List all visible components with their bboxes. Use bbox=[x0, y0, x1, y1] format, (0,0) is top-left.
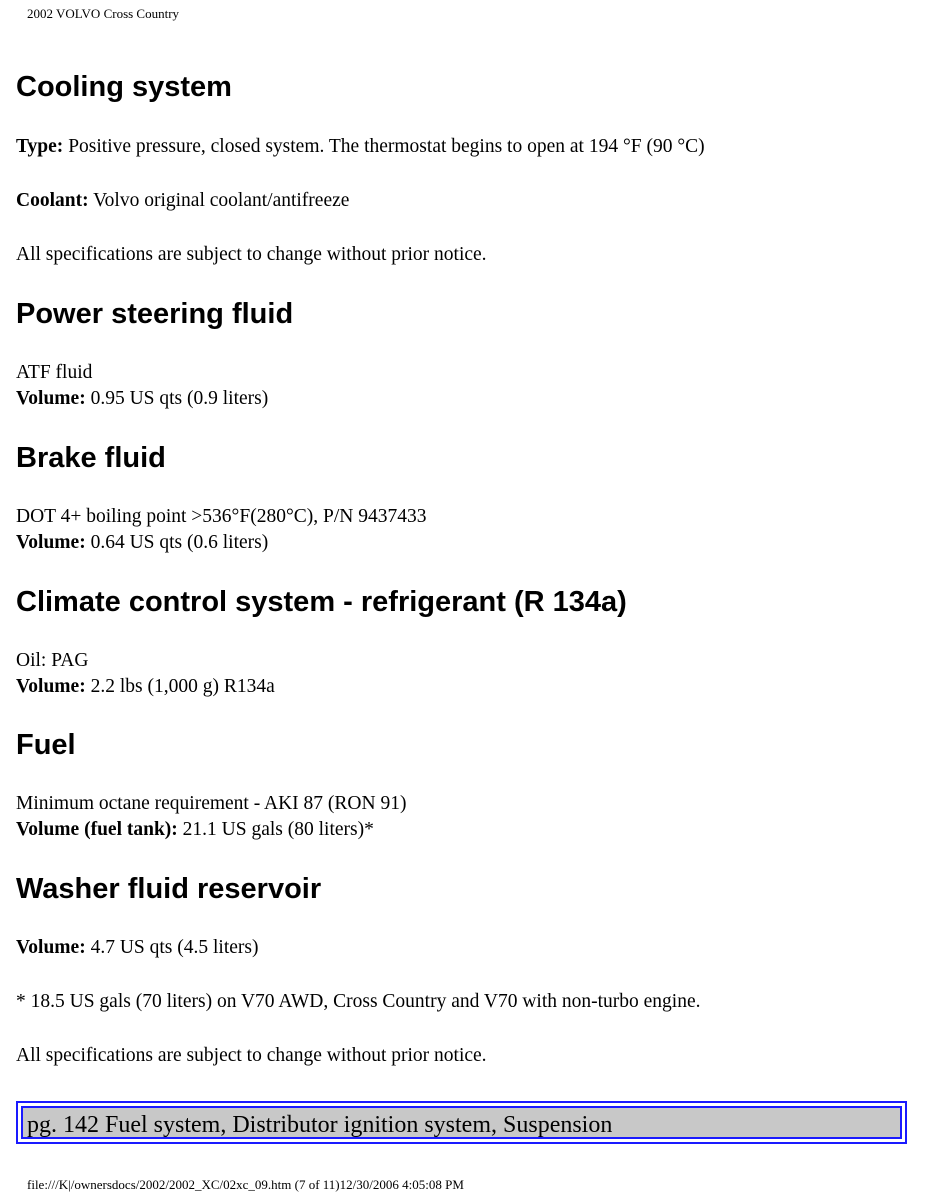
volume-label: Volume: bbox=[16, 676, 86, 697]
volume-label: Volume (fuel tank): bbox=[16, 819, 178, 840]
climate-oil-type: Oil: PAG bbox=[16, 650, 89, 671]
heading-fuel: Fuel bbox=[16, 729, 76, 761]
heading-washer-fluid-reservoir: Washer fluid reservoir bbox=[16, 873, 322, 905]
volume-text: 4.7 US qts (4.5 liters) bbox=[85, 937, 259, 958]
document-header-title: 2002 VOLVO Cross Country bbox=[27, 6, 180, 21]
volume-label: Volume: bbox=[16, 388, 86, 409]
page-navigation-link[interactable]: pg. 142 Fuel system, Distributor ignition system, Suspension bbox=[27, 1112, 613, 1138]
coolant-label: Coolant: bbox=[16, 190, 89, 211]
footer-file-path: file:///K|/ownersdocs/2002/2002_XC/02xc_09.htm (7 of 11)12/30/2006 4:05:08 PM bbox=[27, 1177, 464, 1192]
cooling-type-line bbox=[16, 134, 705, 160]
fuel-tank-footnote: * 18.5 US gals (70 liters) on V70 AWD, Cross Country and V70 with non-turbo engine. bbox=[16, 991, 701, 1012]
navigation-box-inner bbox=[21, 1106, 902, 1139]
fuel-volume-line bbox=[16, 817, 374, 843]
fuel-octane-requirement: Minimum octane requirement - AKI 87 (RON 91) bbox=[16, 793, 407, 814]
volume-text: 21.1 US gals (80 liters)* bbox=[177, 819, 374, 840]
cooling-notice: All specifications are subject to change without prior notice. bbox=[16, 244, 487, 265]
volume-text: 0.95 US qts (0.9 liters) bbox=[85, 388, 269, 409]
navigation-box bbox=[16, 1101, 907, 1144]
heading-brake-fluid: Brake fluid bbox=[16, 442, 166, 474]
brake-fluid-spec: DOT 4+ boiling point >536°F(280°C), P/N 9437433 bbox=[16, 506, 427, 527]
volume-label: Volume: bbox=[16, 937, 86, 958]
coolant-text: Volvo original coolant/antifreeze bbox=[88, 190, 350, 211]
power-steering-volume-line bbox=[16, 386, 268, 412]
volume-text: 0.64 US qts (0.6 liters) bbox=[85, 532, 269, 553]
climate-volume-line bbox=[16, 674, 275, 700]
volume-text: 2.2 lbs (1,000 g) R134a bbox=[85, 676, 275, 697]
heading-power-steering-fluid: Power steering fluid bbox=[16, 298, 294, 330]
washer-notice: All specifications are subject to change without prior notice. bbox=[16, 1045, 487, 1066]
volume-label: Volume: bbox=[16, 532, 86, 553]
washer-volume-line bbox=[16, 935, 259, 961]
cooling-coolant-line bbox=[16, 188, 349, 214]
power-steering-fluid-type: ATF fluid bbox=[16, 362, 93, 383]
type-label: Type: bbox=[16, 136, 64, 157]
heading-climate-control-refrigerant: Climate control system - refrigerant (R 134a) bbox=[16, 586, 627, 618]
type-text: Positive pressure, closed system. The thermostat begins to open at 194 °F (90 °C) bbox=[63, 136, 705, 157]
heading-cooling-system: Cooling system bbox=[16, 71, 232, 103]
brake-volume-line bbox=[16, 530, 268, 556]
